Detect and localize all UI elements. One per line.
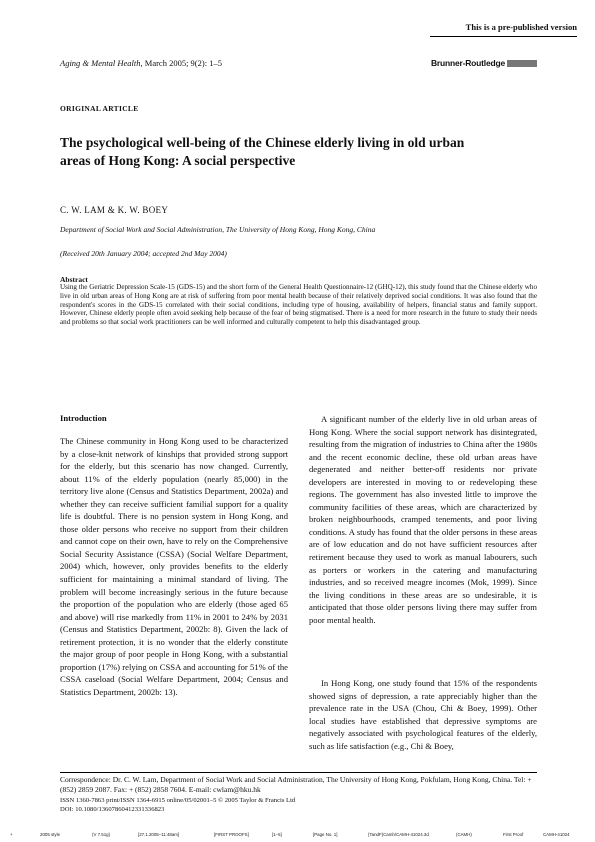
journal-issue: , March 2005; 9(2): 1–5 bbox=[140, 58, 222, 68]
journal-citation bbox=[60, 58, 222, 68]
proof-item: [27.1.2005–11:48am] bbox=[138, 832, 180, 837]
journal-name: Aging & Mental Health bbox=[60, 58, 141, 68]
authors: C. W. LAM & K. W. BOEY bbox=[60, 205, 169, 215]
body-column-right-paragraph-1: A significant number of the elderly live in old urban areas of Hong Kong. Where the social support network has disintegrated, resulting from the migration of industries to China after the 1980s and the recent economic decline, these old urban areas have degenerated and neither better-off residents nor private developers are interested in moving to or redeveloping these regions. The government has also invested little to improve the community facilities of these areas, which are characterized by broken neighbourhoods, cramped tenements, and poor living conditions. A study has found that the older persons in these areas are of low education and do not have sufficient resources after retirement because they used to work as manual labourers, such as porters or workers in the catering and manufacturing industries, and so received meagre incomes (Mok, 1999). Since the living conditions in these areas are so undesirable, it is anticipated that those older persons living there may suffer from poor mental health. bbox=[309, 414, 537, 625]
proof-item: {TandF}Camh/CAMH-41024.3d bbox=[368, 832, 429, 837]
proof-item: CAMH-41024 bbox=[543, 832, 570, 837]
article-title: The psychological well-being of the Chinese elderly living in old urban areas of Hong Kong: A social perspective bbox=[60, 135, 465, 168]
body-column-left: The Chinese community in Hong Kong used to be characterized by a close-knit network of kinships that provided strong support for the elderly, but this scenario has now changed. Currently, about 11% of the elderly population (nearly 85,000) in the territory live alone (Census and Statistics Department, 2002a) and whether they can receive sufficient familial support for a quality life is doubtful. There is no pension system in Hong Kong, and those older persons who receive no support from their children and cannot cope on their own, have to rely on the Comprehensive Social Security Assistance (CSSA) (Social Welfare Department, 2004) which, however, only provides benefits to the elderly sufficient for maintaining a minimal standard of living. The problem will become increasingly serious in the future because the proportion of the population who are elderly (those aged 65 and above) will rise markedly from 11% in 2001 to 24% by 2031 (Census and Statistics Department, 2002b: 8). Given the lack of retirement protection, it is no wonder that the elderly constitute the major group of poor people in Hong Kong, with a substantial proportion (17%) relying on CSSA and accounting for 51% of the CSSA caseload (Social Welfare Department, 2004; Census and Statistics Department, 2002b: 13). bbox=[60, 436, 288, 697]
proof-item: (V 7.51g) bbox=[92, 832, 111, 837]
publisher-mark-icon bbox=[507, 60, 537, 67]
doi-line: DOI: 10.1080/13607860412331336823 bbox=[60, 805, 165, 813]
banner-rule bbox=[430, 36, 577, 37]
issn-line: ISSN 1360-7863 print/ISSN 1364-6915 online/05/02001–5 © 2005 Taylor & Francis Ltd bbox=[60, 797, 296, 804]
section-heading-introduction: Introduction bbox=[60, 413, 107, 423]
proof-item: 2005 style bbox=[40, 832, 61, 837]
proof-item: [FIRST PROOFS] bbox=[214, 832, 249, 837]
affiliation: Department of Social Work and Social Administration, The University of Hong Kong, Hong Kong, China bbox=[60, 225, 376, 234]
publisher-logo bbox=[431, 58, 537, 68]
proof-item: (CAMH) bbox=[456, 832, 472, 837]
article-type: ORIGINAL ARTICLE bbox=[60, 104, 139, 113]
abstract-heading: Abstract bbox=[60, 275, 88, 284]
received-dates: (Received 20th January 2004; accepted 2nd May 2004) bbox=[60, 249, 227, 258]
prepublished-banner: This is a pre-published version bbox=[465, 22, 577, 32]
correspondence-note: Correspondence: Dr. C. W. Lam, Department of Social Work and Social Administration, The University of Hong Kong, Pokfulam, Hong Kong, China. Tel: + (852) 2859 2087. Fax: + (852) 2858 7604. E-mail: cwlam@hku.hk bbox=[60, 775, 532, 794]
footnote-rule bbox=[60, 772, 537, 773]
proof-item: [Page No. 1] bbox=[313, 832, 338, 837]
abstract-text: Using the Geriatric Depression Scale-15 (GDS-15) and the short form of the General Health Questionnaire-12 (GHQ-12), this study found that the Chinese elderly who live in old urban areas of Hong Kong are at risk of suffering from poor mental health because of their relatively deprived social conditions. It was also found that the respondent's scores in the GDS-15 correlated with their social conditions, including type of housing, availability of helpers, financial status and family support. However, Chinese elderly people often avoid seeking help because of the fear of being stigmatised. There is a need for more research in the future to study their needs and problems so that social work practitioners can be well informed and culturally competent to help this disadvantaged group. bbox=[60, 283, 537, 326]
proof-item: [1–5] bbox=[272, 832, 282, 837]
issn-doi-block bbox=[60, 797, 295, 814]
proof-item: First Proof bbox=[503, 832, 524, 837]
publisher-name: Brunner-Routledge bbox=[430, 58, 505, 68]
proof-info-line bbox=[0, 832, 595, 842]
body-column-right-paragraph-2: In Hong Kong, one study found that 15% of the respondents showed signs of depression, a rate appreciably higher than the prevalence rate in the USA (Chou, Chi & Boey, 1999). Other local studies have established that depressive symptoms are negatively associated with psychological features of the elderly, such as life satisfaction (e.g., Chi & Boey, bbox=[309, 678, 537, 751]
proof-item: + bbox=[10, 832, 13, 837]
